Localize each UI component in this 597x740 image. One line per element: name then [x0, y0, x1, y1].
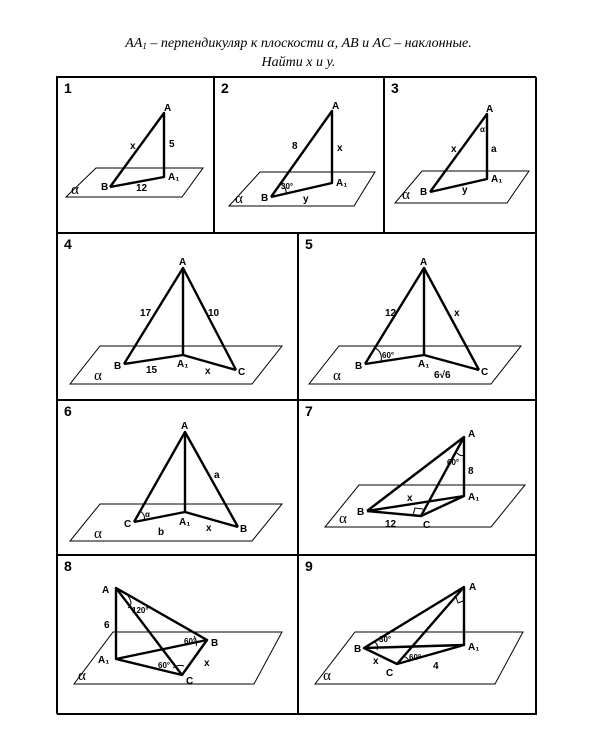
label-angle: α [145, 510, 150, 519]
label-8: 8 [468, 466, 474, 477]
label-angle-60: 60° [409, 653, 422, 662]
label-b: B [261, 193, 269, 204]
label-x: x [373, 656, 379, 667]
label-15: 15 [146, 365, 158, 376]
label-x: x [337, 143, 343, 154]
label-a: A [181, 421, 189, 432]
label-12: 12 [136, 183, 148, 194]
problem-4 [57, 233, 298, 400]
problem-1 [57, 77, 214, 233]
label-b: B [240, 524, 248, 535]
label-alpha: α [402, 187, 410, 203]
label-b: B [101, 182, 109, 193]
label-x: x [206, 523, 212, 534]
problem-grid [56, 76, 536, 714]
label-a1: A₁ [491, 174, 503, 185]
label-b: B [355, 361, 363, 372]
label-y: y [303, 194, 309, 205]
problem-number: 6 [64, 403, 72, 419]
problem-number: 8 [64, 558, 72, 574]
problem-8 [57, 555, 298, 715]
problem-9 [298, 555, 537, 715]
title-aa: AA [125, 36, 143, 51]
label-a1: A₁ [468, 492, 480, 503]
label-c: C [481, 367, 489, 378]
label-alpha: α [94, 368, 102, 384]
title-rest: – перпендикуляр к плоскости α, AB и AC – наклонные. [146, 36, 472, 51]
label-angle: 60° [447, 458, 460, 467]
problem-6-figure [58, 401, 299, 556]
label-a1: A₁ [418, 359, 430, 370]
label-a-side: a [491, 144, 497, 155]
label-a: A [420, 257, 428, 268]
problem-2-figure [215, 78, 385, 234]
segment-ac [397, 587, 464, 664]
label-x: x [407, 493, 413, 504]
label-x: x [205, 366, 211, 377]
label-c: C [386, 668, 394, 679]
label-angle-30: 30° [379, 635, 392, 644]
label-x: x [204, 658, 210, 669]
label-a1: A₁ [168, 172, 180, 183]
label-angle-60-b: 60° [184, 637, 197, 646]
label-a: A [102, 585, 110, 596]
label-alpha: α [71, 182, 79, 198]
label-b: B [211, 638, 219, 649]
label-alpha: α [78, 668, 86, 684]
problem-4-figure [58, 234, 299, 401]
label-17: 17 [140, 308, 152, 319]
problem-9-figure [299, 556, 538, 716]
label-12: 12 [385, 519, 397, 530]
label-x: x [454, 308, 460, 319]
label-12: 12 [385, 308, 397, 319]
triangle-aba1 [430, 114, 487, 192]
label-a1: A₁ [177, 359, 189, 370]
problem-7 [298, 400, 537, 555]
problem-3-figure [385, 78, 538, 234]
label-5: 5 [169, 139, 175, 150]
label-x: x [451, 144, 457, 155]
label-y: y [462, 185, 468, 196]
problem-2 [214, 77, 384, 233]
problem-number: 1 [64, 80, 72, 96]
label-a: A [179, 257, 187, 268]
problem-5-figure [299, 234, 538, 401]
problem-number: 3 [391, 80, 399, 96]
problem-7-figure [299, 401, 538, 556]
label-a: A [468, 429, 476, 440]
label-alpha: α [333, 368, 341, 384]
label-x: x [130, 141, 136, 152]
label-angle-120: 120° [132, 606, 149, 615]
label-a1: A₁ [98, 655, 110, 666]
page-title [0, 36, 597, 52]
label-b-side: b [158, 527, 165, 538]
problem-8-figure [58, 556, 299, 716]
problem-number: 7 [305, 403, 313, 419]
label-c: C [423, 520, 431, 531]
label-alpha: α [323, 668, 331, 684]
label-6: 6 [104, 620, 110, 631]
problem-number: 9 [305, 558, 313, 574]
label-a-side: a [214, 470, 220, 481]
label-b: B [354, 644, 362, 655]
label-alpha: α [94, 526, 102, 542]
label-a: A [164, 103, 172, 114]
label-a1: A₁ [336, 178, 348, 189]
label-b: B [357, 507, 365, 518]
title-subscript: 1 [142, 41, 147, 51]
label-c: C [238, 367, 246, 378]
problem-6 [57, 400, 298, 555]
label-c: C [124, 519, 132, 530]
label-angle: 30° [281, 182, 294, 191]
angle-arc [375, 348, 381, 362]
triangle-aba1 [110, 113, 164, 187]
label-angle: 60° [382, 351, 395, 360]
problem-number: 5 [305, 236, 313, 252]
problem-1-figure [58, 78, 215, 234]
page-subtitle: Найти x и y. [261, 55, 336, 70]
label-b: B [420, 187, 428, 198]
label-6root6: 6√6 [434, 370, 451, 381]
triangle-aba1 [367, 437, 464, 511]
problem-number: 4 [64, 236, 72, 252]
label-angle: α [480, 125, 485, 134]
label-angle-60-c: 60° [158, 661, 171, 670]
label-c: C [186, 676, 194, 687]
problem-3 [384, 77, 537, 233]
label-a1: A₁ [179, 517, 191, 528]
label-10: 10 [208, 308, 220, 319]
label-8: 8 [292, 141, 298, 152]
label-b: B [114, 361, 122, 372]
label-a: A [332, 101, 340, 112]
label-4: 4 [433, 661, 439, 672]
label-alpha: α [235, 191, 243, 207]
problem-number: 2 [221, 80, 229, 96]
label-a: A [469, 582, 477, 593]
problem-5 [298, 233, 537, 400]
label-a: A [486, 104, 494, 115]
label-a1: A₁ [468, 642, 480, 653]
right-angle-mark [456, 597, 463, 603]
label-alpha: α [339, 511, 347, 527]
